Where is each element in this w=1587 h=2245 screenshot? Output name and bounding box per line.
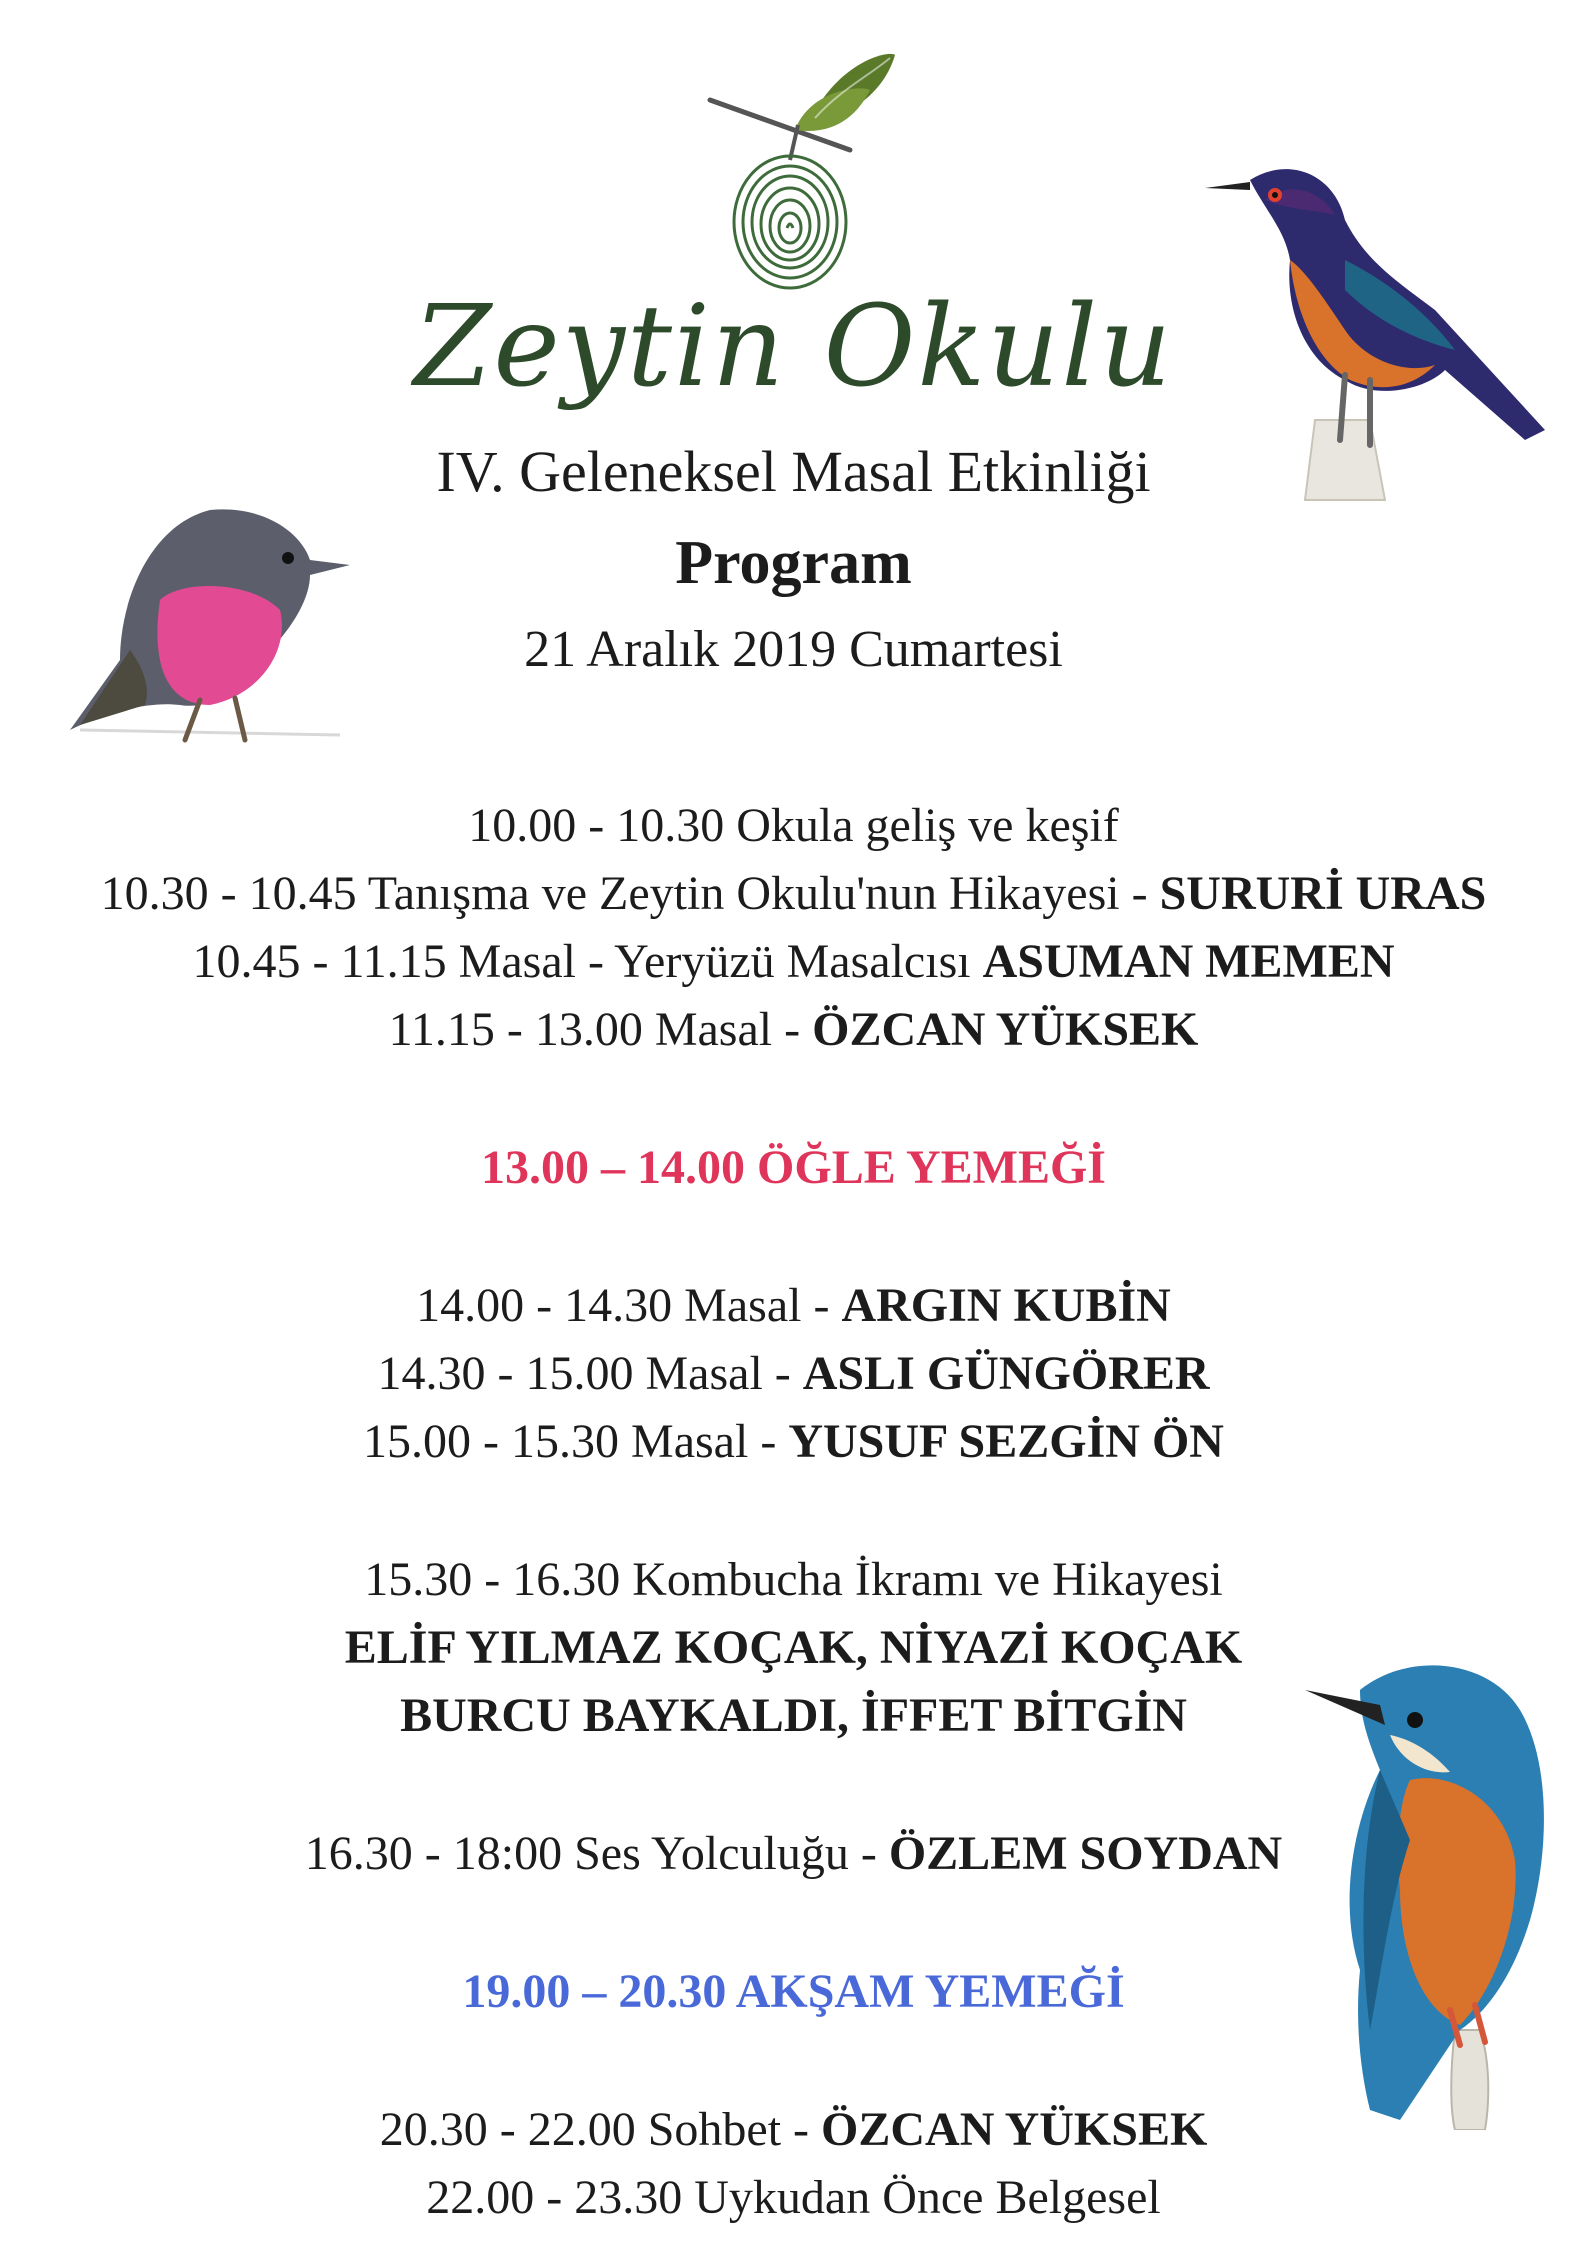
schedule-item [0,2170,1587,2226]
item-activity: Uykudan Önce Belgesel [694,2171,1161,2224]
item-time: 22.00 - 23.30 [426,2171,683,2224]
kombucha-hosts-line-1 [0,1620,1587,1676]
item-person: SURURİ URAS [1159,867,1487,920]
item-person: ÖZCAN YÜKSEK [812,1003,1199,1056]
item-activity: Sohbet [647,2103,782,2156]
schedule-item [0,1552,1587,1608]
item-activity: Masal [684,1279,802,1332]
schedule-item [0,1278,1587,1334]
event-subtitle: IV. Geleneksel Masal Etkinliği [436,439,1151,504]
item-separator: - [748,1415,789,1468]
program-heading: Program [675,529,912,597]
brand-title: Zeytin Okulu [413,282,1174,412]
item-activity: Kombucha İkramı ve Hikayesi [632,1553,1223,1606]
item-time: 11.15 - 13.00 [388,1003,643,1056]
item-activity: Ses Yolculuğu [574,1827,849,1880]
schedule-item [0,798,1587,854]
schedule-item [0,1002,1587,1058]
item-time: 14.00 - 14.30 [416,1279,673,1332]
item-person: ELİF YILMAZ KOÇAK, NİYAZİ KOÇAK [344,1621,1243,1674]
item-activity: Masal [645,1347,763,1400]
item-time: 10.30 - 10.45 [100,867,357,920]
olive-fingerprint-logo-icon [690,30,900,290]
lunch-break: 13.00 – 14.00 ÖĞLE YEMEĞİ [481,1141,1106,1194]
item-person: ÖZLEM SOYDAN [888,1827,1283,1880]
item-time: 15.00 - 15.30 [363,1415,620,1468]
schedule-item [0,866,1587,922]
kombucha-hosts-line-2 [0,1688,1587,1744]
item-activity: Masal - Yeryüzü Masalcısı [458,935,971,988]
schedule-item [0,1414,1587,1470]
item-separator: - [772,1003,813,1056]
item-activity: Tanışma ve Zeytin Okulu'nun Hikayesi [367,867,1120,920]
item-activity: Masal [654,1003,773,1056]
item-separator: - [848,1827,889,1880]
item-separator [971,935,983,988]
item-activity: Masal [631,1415,749,1468]
item-time: 10.00 - 10.30 [468,799,725,852]
item-person: ÖZCAN YÜKSEK [821,2103,1208,2156]
item-person: ASLI GÜNGÖRER [802,1347,1210,1400]
item-time: 15.30 - 16.30 [364,1553,621,1606]
item-person: YUSUF SEZGİN ÖN [788,1415,1224,1468]
schedule-item [0,934,1587,990]
item-person: ASUMAN MEMEN [982,935,1395,988]
item-person: BURCU BAYKALDI, İFFET BİTGİN [400,1689,1187,1742]
item-separator: - [781,2103,822,2156]
schedule-item [0,2102,1587,2158]
item-separator: - [762,1347,803,1400]
item-time: 10.45 - 11.15 [192,935,447,988]
dinner-break: 19.00 – 20.30 AKŞAM YEMEĞİ [462,1965,1125,2018]
item-separator: - [1119,867,1160,920]
schedule-item [0,1346,1587,1402]
item-activity: Okula geliş ve keşif [736,799,1119,852]
item-time: 20.30 - 22.00 [379,2103,636,2156]
schedule-item [0,1826,1587,1882]
item-person: ARGIN KUBİN [841,1279,1171,1332]
item-separator: - [801,1279,842,1332]
event-date: 21 Aralık 2019 Cumartesi [524,621,1063,678]
item-time: 14.30 - 15.00 [377,1347,634,1400]
item-time: 16.30 - 18:00 [304,1827,563,1880]
